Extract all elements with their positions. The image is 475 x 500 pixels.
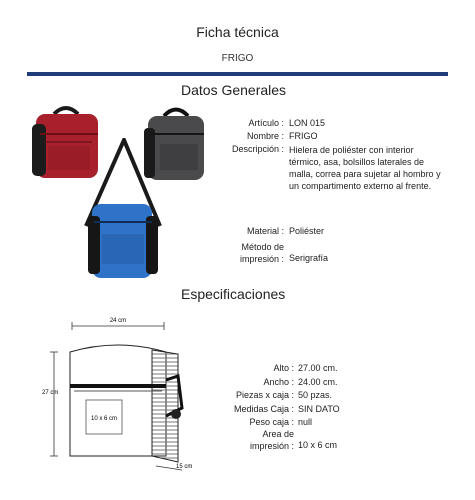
print-method-value: Serigrafía: [289, 253, 329, 263]
box-weight-value: null: [298, 417, 313, 427]
print-area-value: 10 x 6 cm: [298, 440, 338, 450]
name-value: FRIGO: [289, 131, 318, 141]
product-subtitle: FRIGO: [221, 53, 254, 64]
print-area-label: [250, 428, 294, 452]
drawing-width-label: 24 cm: [109, 318, 127, 324]
article-label: Artículo :: [248, 118, 284, 128]
material-label: Material :: [246, 226, 284, 236]
header-rule: [27, 72, 448, 76]
drawing-depth-label: 15 cm: [176, 464, 193, 470]
page-title: Ficha técnica: [196, 24, 279, 40]
box-size-label: Medidas Caja :: [233, 404, 294, 414]
name-label: Nombre :: [246, 131, 284, 141]
blue-bag-image: [80, 138, 168, 280]
width-label: Ancho :: [263, 377, 294, 387]
height-value: 27.00 cm.: [298, 363, 338, 373]
article-value: LON 015: [289, 118, 326, 128]
box-size-value: SIN DATO: [298, 404, 340, 414]
width-value: 24.00 cm.: [298, 377, 338, 387]
box-weight-label: Peso caja :: [249, 417, 294, 427]
pieces-label: Piezas x caja :: [235, 390, 294, 400]
height-label: Alto :: [273, 363, 294, 373]
print-method-label: [240, 241, 284, 265]
description-value: Hielera de poliéster con interior térmico, asa, bolsillos laterales de malla, correa para sujetar al hombro y un compartimento externo al frente.: [289, 145, 441, 191]
pieces-value: 50 pzas.: [298, 390, 333, 400]
drawing-height-label: 27 cm: [42, 390, 59, 396]
material-value: Poliéster: [289, 226, 325, 236]
bag-technical-drawing: [40, 312, 210, 482]
section-general-title: Datos Generales: [181, 82, 287, 98]
section-specs-title: Especificaciones: [181, 286, 286, 302]
print-area-label-line-2: impresión :: [249, 441, 294, 451]
print-method-label-line-2: impresión :: [239, 254, 284, 264]
description-label: Descripción :: [231, 144, 284, 154]
drawing-print-area-label: 10 x 6 cm: [90, 416, 118, 422]
print-area-label-line-1: Area de: [262, 429, 294, 439]
print-method-label-line-1: Método de: [241, 242, 284, 252]
